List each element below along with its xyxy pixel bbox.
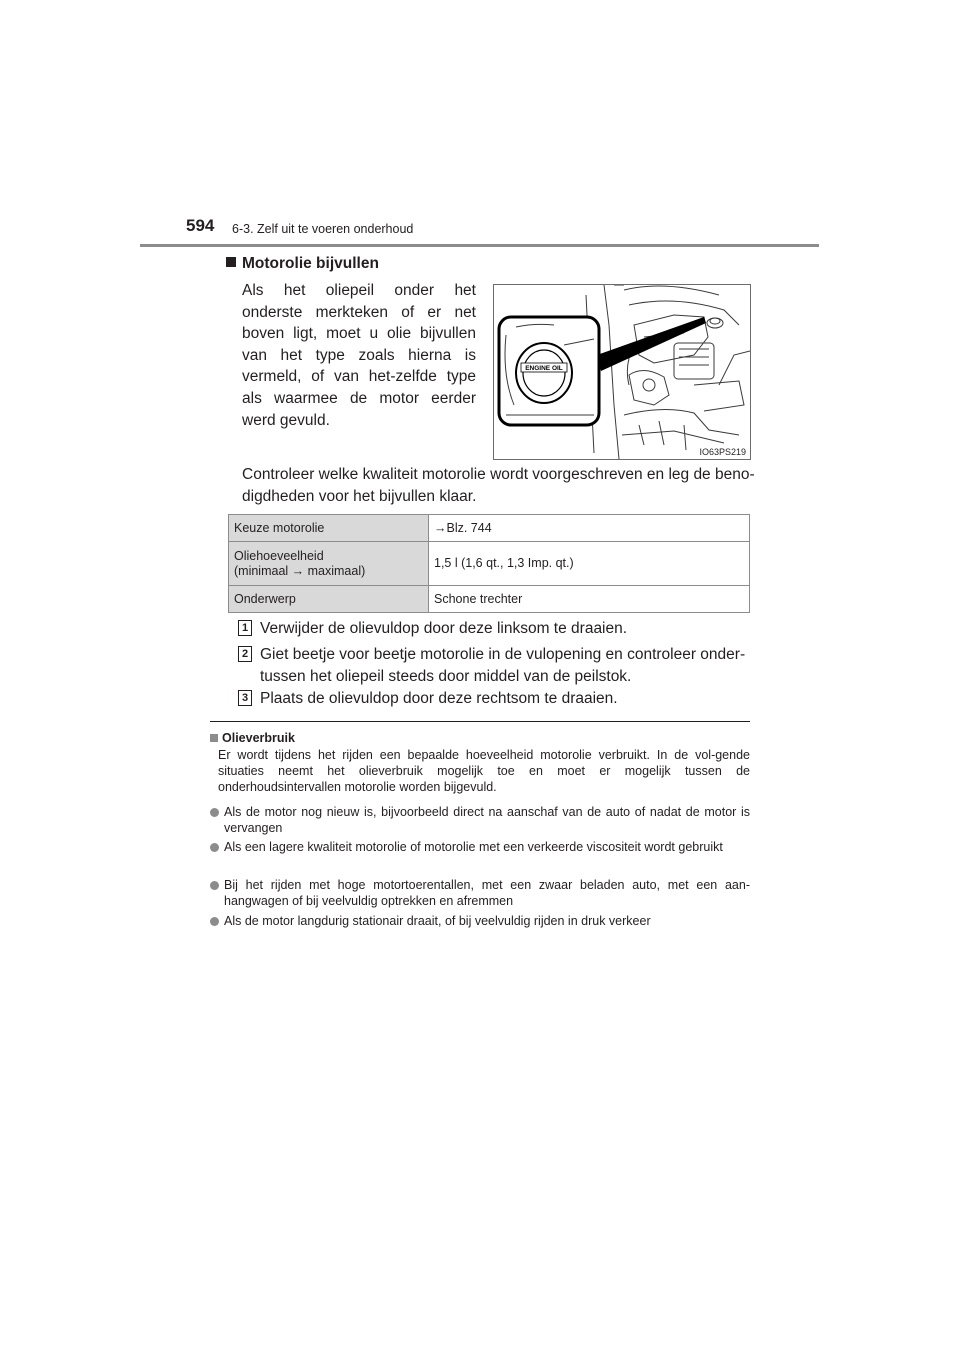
square-bullet-icon (210, 734, 218, 742)
section-title: 6-3. Zelf uit te voeren onderhoud (232, 222, 414, 236)
list-item-text: Als een lagere kwaliteit motorolie of motorolie met een verkeerde viscositeit wordt gebruikt (224, 840, 723, 854)
engine-bay-illustration (494, 285, 750, 459)
step-number: 3 (238, 690, 252, 706)
table-value: Schone trechter (429, 586, 750, 613)
notes-paragraph: Er wordt tijdens het rijden een bepaalde hoeveelheid motorolie verbruikt. In de vol-gende situaties neemt het olieverbruik mogelijk toe en moet er mogelijk tussen de onderhoudsintervallen motorolie worden bijgevuld. (218, 748, 750, 794)
table-key-line: (minimaal → maximaal) (234, 563, 366, 578)
table-key (229, 542, 429, 586)
page-number: 594 (186, 216, 215, 235)
step-text: Plaats de olievuldop door deze rechtsom te draaien. (260, 690, 618, 707)
step-text: Giet beetje voor beetje motorolie in de vulopening en controleer onder-tussen het oliepeil steeds door middel van de peilstok. (260, 646, 746, 685)
table-value: →Blz. 744 (429, 515, 750, 542)
step-number: 2 (238, 646, 252, 662)
oil-cap-label: ENGINE OIL (525, 365, 563, 372)
bullet-dot-icon (210, 881, 219, 890)
bullet-dot-icon (210, 808, 219, 817)
table-key: Onderwerp (229, 586, 429, 613)
check-paragraph: Controleer welke kwaliteit motorolie wordt voorgeschreven en leg de beno-digdheden voor het bijvullen klaar. (242, 466, 755, 505)
header-rule (140, 244, 819, 247)
step-number: 1 (238, 620, 252, 636)
table-row (229, 515, 750, 542)
table-row (229, 542, 750, 586)
bullet-dot-icon (210, 917, 219, 926)
notes-heading-text: Olieverbruik (222, 731, 295, 745)
table-value: 1,5 l (1,6 qt., 1,3 Imp. qt.) (429, 542, 750, 586)
notes-divider (210, 721, 750, 722)
section-heading (226, 255, 379, 273)
step-text: Verwijder de olievuldop door deze linksom te draaien. (260, 620, 628, 637)
bullet-dot-icon (210, 843, 219, 852)
figure-code: IO63PS219 (699, 447, 746, 457)
list-item-text: Als de motor langdurig stationair draait, of bij veelvuldig rijden in druk verkeer (224, 914, 651, 928)
section-heading-text: Motorolie bijvullen (242, 255, 379, 272)
engine-oil-cap-figure (493, 284, 751, 460)
notes-heading (210, 731, 295, 745)
table-row (229, 586, 750, 613)
intro-paragraph: Als het oliepeil onder het onderste merkteken of er net boven ligt, moet u olie bijvullen van het type zoals hierna is vermeld, of van het-zelfde type als waarmee de motor eerder werd gevuld. (242, 282, 476, 429)
square-bullet-icon (226, 257, 236, 267)
table-key-line: Oliehoeveelheid (234, 548, 324, 563)
list-item-text: Bij het rijden met hoge motortoerentallen, met een zwaar beladen auto, met een aan-hangwagen of bij veelvuldig optrekken en afremmen (224, 878, 750, 908)
table-key: Keuze motorolie (229, 515, 429, 542)
list-item-text: Als de motor nog nieuw is, bijvoorbeeld direct na aanschaf van de auto of nadat de motor is vervangen (224, 805, 750, 835)
supplies-table (228, 514, 750, 613)
